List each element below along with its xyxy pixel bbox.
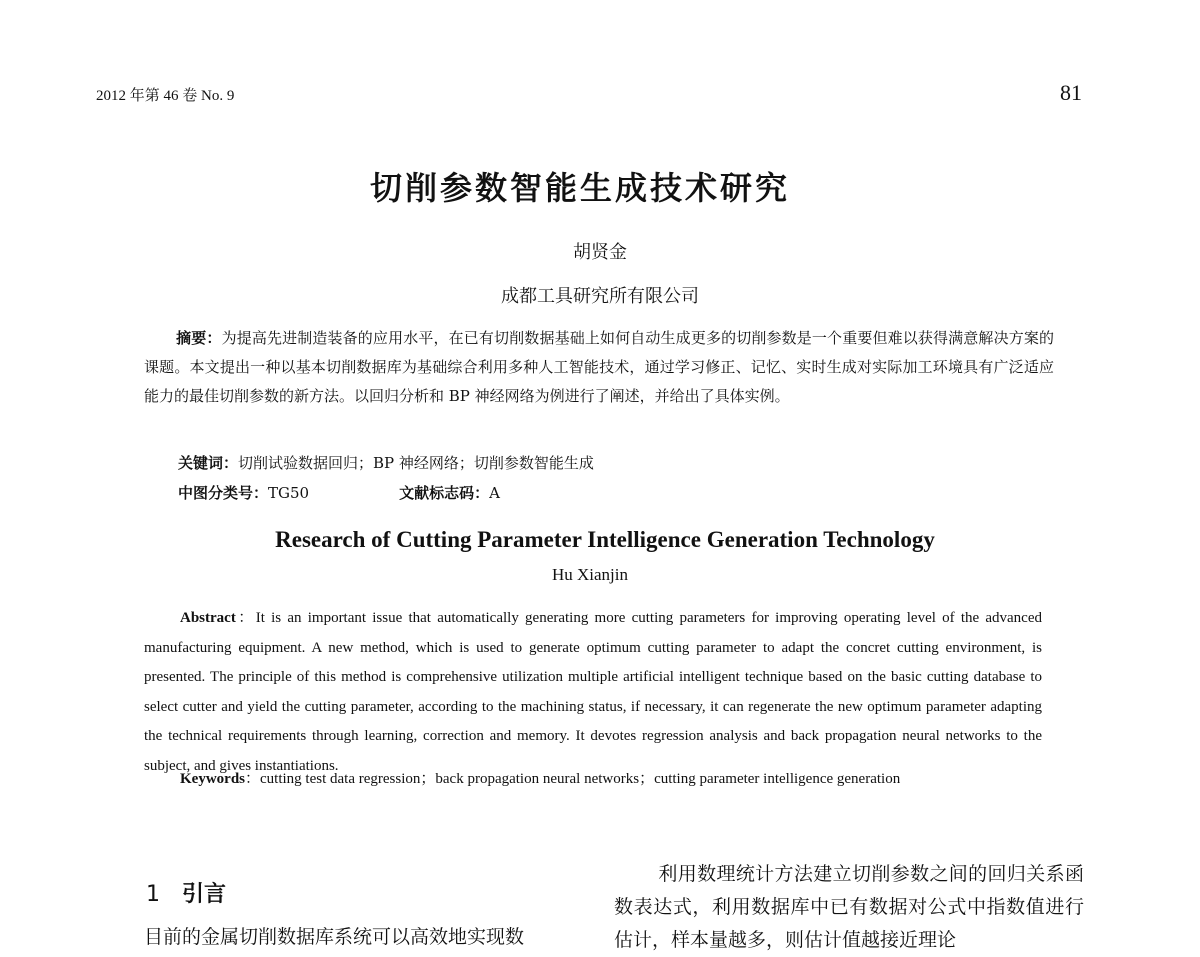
- abstract-cn: [144, 324, 1054, 411]
- doc-code-value: A: [489, 484, 500, 502]
- doc-code-label: 文献标志码：: [399, 484, 490, 502]
- keywords-en: [180, 767, 900, 788]
- affiliation-cn: 成都工具研究所有限公司: [501, 286, 699, 307]
- page-number: 81: [1060, 80, 1082, 105]
- body-right-text: 利用数理统计方法建立切削参数之间的回归关系函数表达式，利用数据库中已有数据对公式中指数值进行估计，样本量越多，则估计值越接近理论: [614, 863, 1084, 951]
- author-en: Hu Xianjin: [551, 565, 629, 584]
- journal-issue: 2012 年第 46 卷 No. 9: [96, 88, 235, 104]
- abstract-cn-label: 摘要：: [176, 329, 222, 347]
- paper-title-cn: 切削参数智能生成技术研究: [369, 169, 790, 207]
- section-title: 引言: [182, 882, 227, 907]
- paper-title-en: Research of Cutting Parameter Intelligence Generation Technology: [275, 527, 935, 552]
- body-right-column: [614, 858, 1084, 957]
- abstract-en: [144, 604, 1042, 781]
- clc-value: TG50: [268, 484, 310, 502]
- keywords-cn: [178, 452, 594, 473]
- body-left-column: 目前的金属切削数据库系统可以高效地实现数: [144, 926, 525, 948]
- abstract-en-label: Abstract: [180, 610, 236, 626]
- keywords-cn-text: 切削试验数据回归；BP 神经网络；切削参数智能生成: [238, 454, 594, 472]
- section-heading: [146, 877, 226, 908]
- keywords-en-label: Keywords: [180, 771, 245, 787]
- classification-line: [178, 482, 500, 503]
- keywords-cn-label: 关键词：: [178, 454, 239, 472]
- abstract-cn-text: 为提高先进制造装备的应用水平，在已有切削数据基础上如何自动生成更多的切削参数是一个重要但难以获得满意解决方案的课题。本文提出一种以基本切削数据库为基础综合利用多种人工智能技术，通过学习修正、记忆、实时生成对实际加工环境具有广泛适应能力的最佳切削参数的新方法。以回归分析和 BP 神经网络为例进行了阐述，并给出了具体实例。: [144, 329, 1054, 405]
- abstract-en-text: It is an important issue that automatically generating more cutting parameters for improving operating level of the advanced manufacturing equipment. A new method, which is used to generate optimum cutting parameter to adapt the concret cutting environment, is presented. The principle of this method is comprehensive utilization multiple artificial intelligent technique based on the basic cutting database to select cutter and yield the cutting parameter, according to the machining status, if necessary, it can regenerate the new optimum parameter adapting the technical requirements through learning, correction and memory. It devotes regression analysis and back propagation neural networks to the subject, and gives instantiations.: [144, 610, 1042, 774]
- author-cn: 胡贤金: [573, 242, 627, 263]
- section-number: 1: [146, 882, 160, 907]
- keywords-en-sep: ：: [245, 771, 261, 787]
- clc-label: 中图分类号：: [178, 484, 269, 502]
- abstract-en-sep: ：: [235, 610, 256, 626]
- keywords-en-text: cutting test data regression；back propagation neural networks；cutting parameter intelligence generation: [260, 771, 901, 787]
